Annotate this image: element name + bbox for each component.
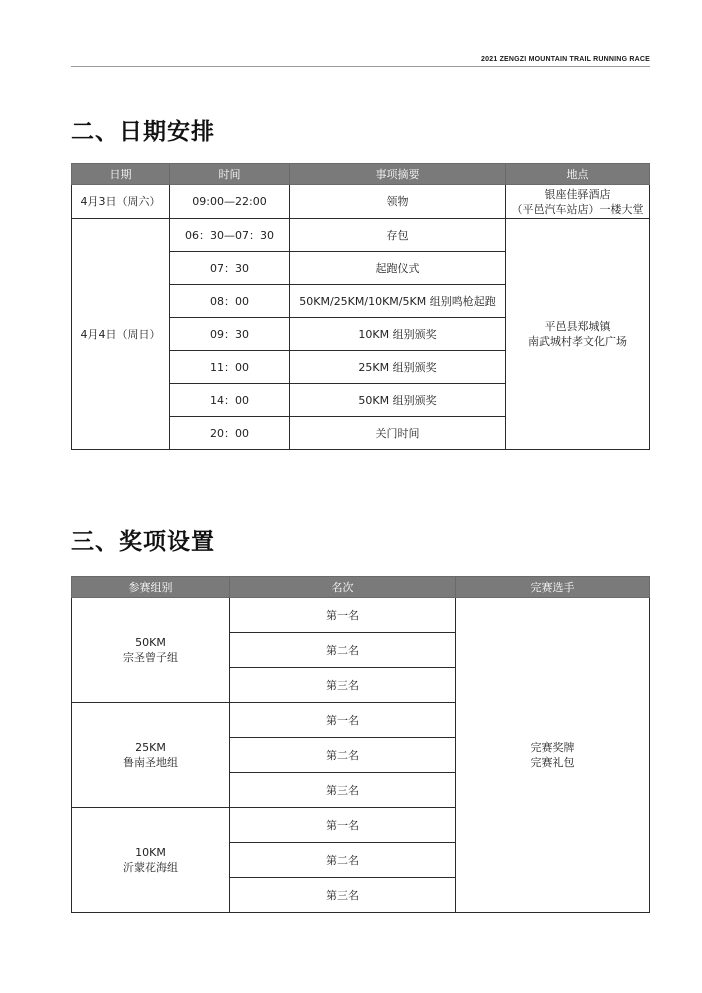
group-cell <box>72 598 230 703</box>
time-cell: 06：30—07：30 <box>170 219 290 252</box>
group-distance: 10KM <box>135 846 166 859</box>
rank-cell: 第二名 <box>230 633 456 668</box>
table-row <box>72 219 650 252</box>
event-cell: 50KM 组别颁奖 <box>290 384 506 417</box>
column-header-location: 地点 <box>506 164 650 185</box>
location-line: 银座佳驿酒店 <box>544 187 611 201</box>
race-name-header: 2021 ZENGZI MOUNTAIN TRAIL RUNNING RACE <box>481 56 650 63</box>
time-cell: 20：00 <box>170 417 290 450</box>
schedule-table <box>71 163 650 450</box>
awards-section-title: 三、奖项设置 <box>71 529 215 555</box>
event-cell: 存包 <box>290 219 506 252</box>
event-cell: 关门时间 <box>290 417 506 450</box>
awards-header-row <box>72 577 650 598</box>
event-cell: 25KM 组别颁奖 <box>290 351 506 384</box>
rank-cell: 第一名 <box>230 598 456 633</box>
location-cell <box>506 219 650 450</box>
finisher-line: 完赛奖牌 <box>530 741 575 754</box>
schedule-section-title: 二、日期安排 <box>71 119 215 145</box>
location-cell <box>506 185 650 219</box>
event-cell: 50KM/25KM/10KM/5KM 组别鸣枪起跑 <box>290 285 506 318</box>
column-header-time: 时间 <box>170 164 290 185</box>
location-line: 平邑县郑城镇 <box>544 320 611 333</box>
group-name: 沂蒙花海组 <box>123 861 178 874</box>
event-cell: 10KM 组别颁奖 <box>290 318 506 351</box>
column-header-rank: 名次 <box>230 577 456 598</box>
column-header-event: 事项摘要 <box>290 164 506 185</box>
date-cell: 4月4日（周日） <box>72 219 170 450</box>
location-line: （平邑汽车站店）一楼大堂 <box>511 202 644 216</box>
group-name: 鲁南圣地组 <box>123 756 178 769</box>
column-header-finisher: 完赛选手 <box>456 577 650 598</box>
group-cell <box>72 703 230 808</box>
time-cell: 09:00—22:00 <box>170 185 290 219</box>
group-distance: 50KM <box>135 636 166 649</box>
date-cell: 4月3日（周六） <box>72 185 170 219</box>
time-cell: 09：30 <box>170 318 290 351</box>
group-distance: 25KM <box>135 741 166 754</box>
rank-cell: 第一名 <box>230 808 456 843</box>
table-row <box>72 185 650 219</box>
time-cell: 07：30 <box>170 252 290 285</box>
group-name: 宗圣曾子组 <box>123 651 178 664</box>
rank-cell: 第三名 <box>230 668 456 703</box>
event-cell: 领物 <box>290 185 506 219</box>
rank-cell: 第二名 <box>230 843 456 878</box>
finisher-cell <box>456 598 650 913</box>
header-divider <box>71 66 650 67</box>
column-header-group: 参赛组别 <box>72 577 230 598</box>
table-row <box>72 598 650 633</box>
rank-cell: 第三名 <box>230 878 456 913</box>
group-cell <box>72 808 230 913</box>
rank-cell: 第一名 <box>230 703 456 738</box>
location-line: 南武城村孝文化广场 <box>528 335 627 348</box>
time-cell: 08：00 <box>170 285 290 318</box>
time-cell: 14：00 <box>170 384 290 417</box>
finisher-line: 完赛礼包 <box>530 756 575 769</box>
event-cell: 起跑仪式 <box>290 252 506 285</box>
rank-cell: 第二名 <box>230 738 456 773</box>
column-header-date: 日期 <box>72 164 170 185</box>
schedule-header-row <box>72 164 650 185</box>
awards-table <box>71 576 650 913</box>
time-cell: 11：00 <box>170 351 290 384</box>
rank-cell: 第三名 <box>230 773 456 808</box>
